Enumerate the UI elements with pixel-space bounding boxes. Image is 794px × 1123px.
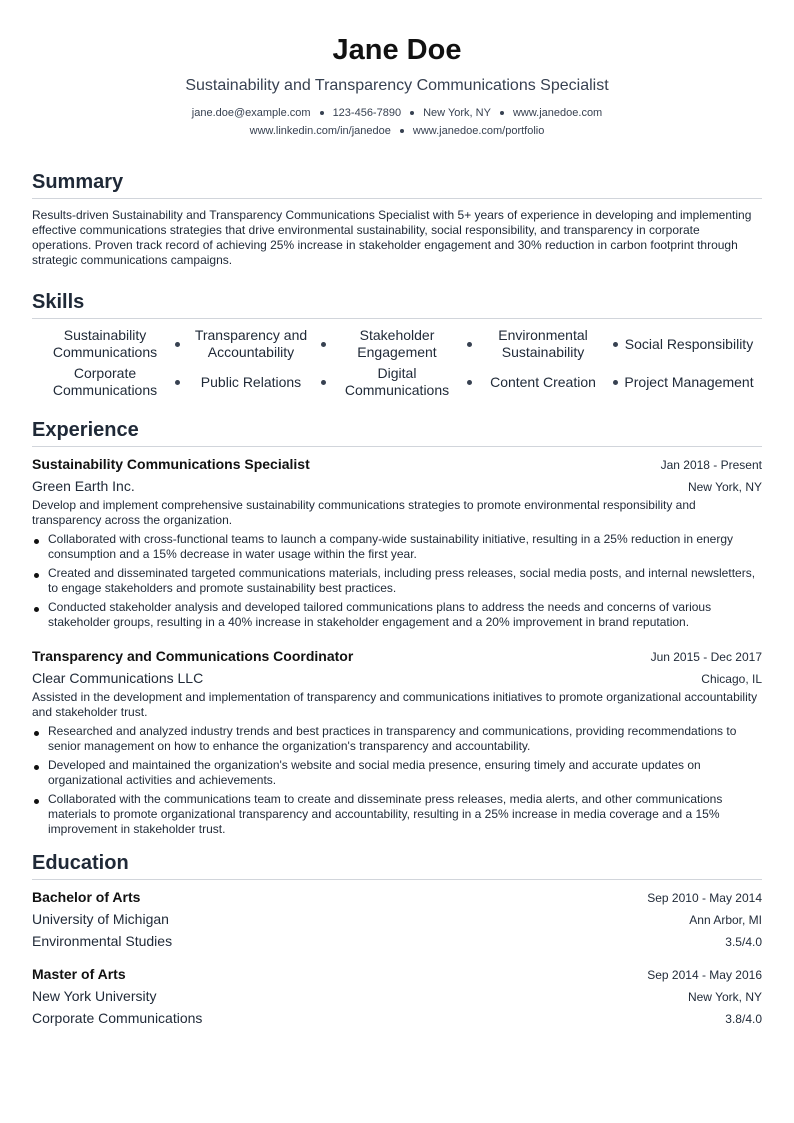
skill-label: Digital Communications [344, 365, 450, 398]
edu-field: Corporate Communications [32, 1010, 203, 1026]
contact-row-2 [32, 122, 762, 140]
edu-school: University of Michigan [32, 911, 169, 927]
skill-bullet-icon [467, 380, 472, 385]
summary-heading: Summary [32, 170, 762, 199]
skills-section [32, 290, 762, 401]
skills-heading: Skills [32, 290, 762, 319]
contact-portfolio[interactable]: www.janedoe.com/portfolio [412, 125, 545, 137]
job-bullet [32, 532, 762, 562]
job-dates: Jun 2015 - Dec 2017 [650, 650, 762, 664]
skill-label: Transparency and Accountability [194, 327, 308, 360]
skill-item [178, 363, 324, 401]
skill-label: Public Relations [200, 373, 302, 390]
bullet-icon [34, 765, 39, 770]
edu-school: New York University [32, 988, 157, 1004]
bullet-icon [34, 799, 39, 804]
edu-location: New York, NY [687, 990, 762, 1004]
skill-bullet-icon [613, 342, 618, 347]
skill-label: Stakeholder Engagement [357, 327, 437, 360]
job-title: Transparency and Communications Coordinator [32, 648, 354, 664]
education-entry [32, 888, 762, 953]
edu-field: Environmental Studies [32, 933, 173, 949]
bullet-icon [34, 731, 39, 736]
job-location: New York, NY [687, 480, 762, 494]
skill-item [32, 363, 178, 401]
job-bullet-text: Developed and maintained the organization's website and social media presence, ensuring timely and accurate updates on organizational activities and achievements. [48, 758, 701, 787]
job-bullet [32, 758, 762, 788]
education-heading: Education [32, 851, 762, 880]
edu-dates: Sep 2010 - May 2014 [647, 891, 762, 905]
skill-item [470, 363, 616, 401]
contact-separator [410, 111, 414, 115]
skill-item [178, 325, 324, 363]
edu-dates: Sep 2014 - May 2016 [647, 968, 762, 982]
job-bullets [32, 724, 762, 837]
skill-item [616, 325, 762, 363]
edu-gpa: 3.8/4.0 [725, 1012, 762, 1026]
contact-email[interactable]: jane.doe@example.com [191, 107, 311, 119]
candidate-name: Jane Doe [332, 34, 462, 66]
candidate-headline: Sustainability and Transparency Communications Specialist [185, 77, 609, 94]
skill-item [324, 363, 470, 401]
job-bullet-text: Collaborated with cross-functional teams to launch a company-wide sustainability initiative, resulting in a 25% reduction in energy consumption and a 15% decrease in water usage within the first year. [48, 532, 734, 561]
contact-linkedin[interactable]: www.linkedin.com/in/janedoe [249, 125, 391, 137]
skill-bullet-icon [175, 380, 180, 385]
job-bullet [32, 792, 762, 837]
job-description: Develop and implement comprehensive sustainability communications strategies to promote environmental responsibility and transparency across the organization. [32, 498, 696, 527]
job-company: Clear Communications LLC [32, 670, 204, 686]
skill-item [32, 325, 178, 363]
contact-separator [500, 111, 504, 115]
edu-gpa: 3.5/4.0 [725, 935, 762, 949]
skill-label: Project Management [624, 373, 754, 390]
summary-section [32, 170, 762, 268]
contact-location: New York, NY [423, 107, 491, 119]
skill-label: Corporate Communications [52, 365, 158, 398]
edu-degree: Master of Arts [32, 966, 126, 982]
bullet-icon [34, 539, 39, 544]
summary-text: Results-driven Sustainability and Transparency Communications Specialist with 5+ years of experience in developing and implementing effective communications strategies that drive environmental sustainability, social responsibility, and transparency in corporate operations. Proven track record of achieving 25% increase in stakeholder engagement and 30% reduction in carbon footprint through strategic communications campaigns. [32, 208, 752, 267]
skill-bullet-icon [467, 342, 472, 347]
skill-item [470, 325, 616, 363]
skill-bullet-icon [321, 380, 326, 385]
skill-bullet-icon [613, 380, 618, 385]
job-entry [32, 455, 762, 630]
experience-section [32, 418, 762, 837]
job-bullet-text: Collaborated with the communications team to create and disseminate press releases, media alerts, and other communications materials to promote organizational transparency and accountability, resulting in a 25% increase in media coverage and a 15% improvement in stakeholder trust. [48, 792, 723, 836]
bullet-icon [34, 573, 39, 578]
job-location: Chicago, IL [701, 672, 762, 686]
skill-label: Environmental Sustainability [498, 327, 588, 360]
edu-location: Ann Arbor, MI [689, 913, 762, 927]
skill-item [324, 325, 470, 363]
education-entry [32, 965, 762, 1030]
job-dates: Jan 2018 - Present [660, 458, 762, 472]
skill-item [616, 363, 762, 401]
education-section [32, 851, 762, 1030]
job-entry [32, 647, 762, 837]
experience-heading: Experience [32, 418, 762, 447]
skill-label: Sustainability Communications [52, 327, 158, 360]
job-bullets [32, 532, 762, 630]
job-title: Sustainability Communications Specialist [32, 456, 310, 472]
skill-label: Social Responsibility [624, 335, 754, 352]
contact-website[interactable]: www.janedoe.com [512, 107, 603, 119]
contact-phone[interactable]: 123-456-7890 [332, 107, 402, 119]
job-bullet-text: Conducted stakeholder analysis and developed tailored communications plans to address the needs and concerns of various stakeholder groups, resulting in a 40% increase in stakeholder engagement and a 20% improvement in brand reputation. [48, 600, 712, 629]
job-bullet-text: Created and disseminated targeted communications materials, including press releases, social media posts, and internal newsletters, to engage stakeholders and promote sustainability best practices. [48, 566, 756, 595]
edu-degree: Bachelor of Arts [32, 889, 141, 905]
contact-row-1 [32, 104, 762, 122]
contact-separator [320, 111, 324, 115]
job-bullet [32, 724, 762, 754]
skill-bullet-icon [175, 342, 180, 347]
job-bullet [32, 566, 762, 596]
job-description: Assisted in the development and implementation of transparency and communications initiatives to promote organizational accountability and stakeholder trust. [32, 690, 758, 719]
skill-label: Content Creation [490, 373, 596, 390]
bullet-icon [34, 607, 39, 612]
skill-bullet-icon [321, 342, 326, 347]
job-bullet [32, 600, 762, 630]
job-bullet-text: Researched and analyzed industry trends and best practices in transparency and communications, providing recommendations to senior management on how to enhance the organization's transparency and accountability. [48, 724, 737, 753]
skills-grid [32, 325, 762, 401]
job-company: Green Earth Inc. [32, 478, 135, 494]
contact-separator [400, 129, 404, 133]
